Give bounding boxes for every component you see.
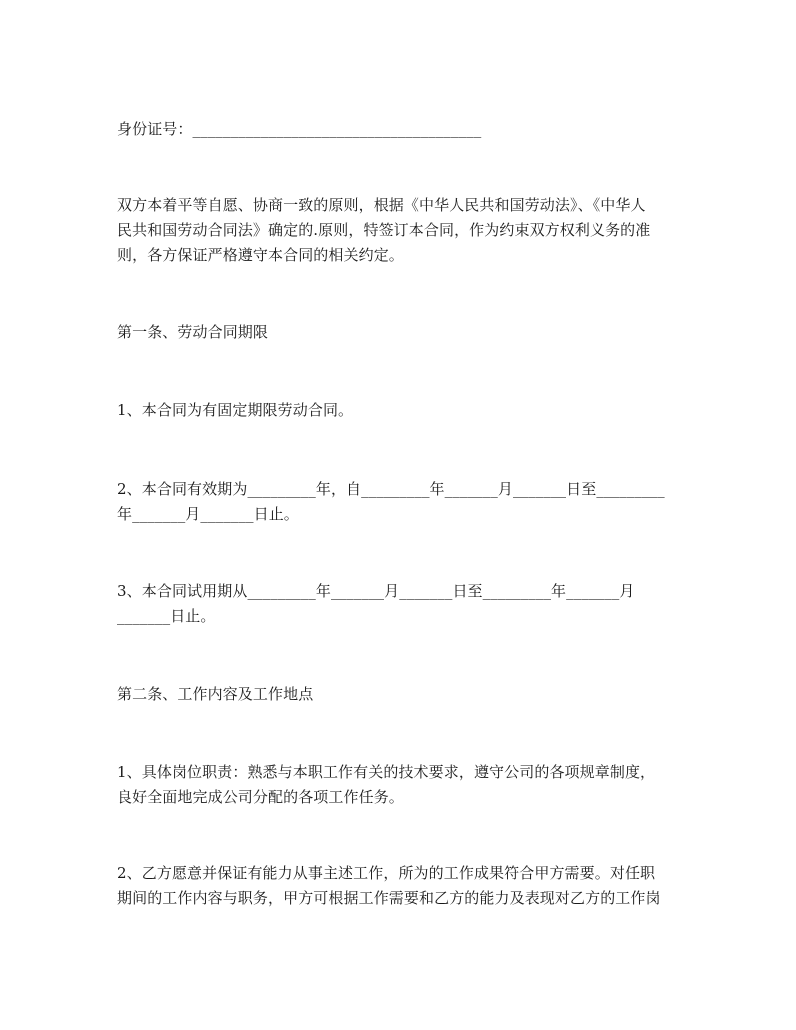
article-1-item-2-line-1: 2、本合同有效期为_________年，自_________年_______月_______日至_________ <box>117 480 665 498</box>
preamble-line-3: 则，各方保证严格遵守本合同的相关约定。 <box>117 246 404 264</box>
article-1-item-1: 1、本合同为有固定期限劳动合同。 <box>117 401 354 419</box>
article-1-item-2-line-2: 年_______月_______日止。 <box>117 505 299 523</box>
preamble-line-1: 双方本着平等自愿、协商一致的原则，根据《中华人民共和国劳动法》、《中华人 <box>117 196 646 214</box>
id-number-line: 身份证号：______________________________________ <box>117 120 482 138</box>
article-1-title: 第一条、劳动合同期限 <box>117 323 269 341</box>
article-2-item-1-line-2: 良好全面地完成公司分配的各项工作任务。 <box>117 788 404 806</box>
article-1-item-3-line-2: _______日止。 <box>117 607 216 625</box>
article-2-item-1-line-1: 1、具体岗位职责：熟悉与本职工作有关的技术要求，遵守公司的各项规章制度， <box>117 763 656 781</box>
article-2-title: 第二条、工作内容及工作地点 <box>117 685 314 703</box>
article-2-item-2-line-2: 期间的工作内容与职务，甲方可根据工作需要和乙方的能力及表现对乙方的工作岗 <box>117 889 661 907</box>
preamble-line-2: 民共和国劳动合同法》确定的.原则，特签订本合同，作为约束双方权利义务的准 <box>117 221 651 239</box>
article-1-item-3-line-1: 3、本合同试用期从_________年_______月_______日至_________年_______月 <box>117 582 635 600</box>
article-2-item-2-line-1: 2、乙方愿意并保证有能力从事主述工作，所为的工作成果符合甲方需要。对任职 <box>117 864 656 882</box>
